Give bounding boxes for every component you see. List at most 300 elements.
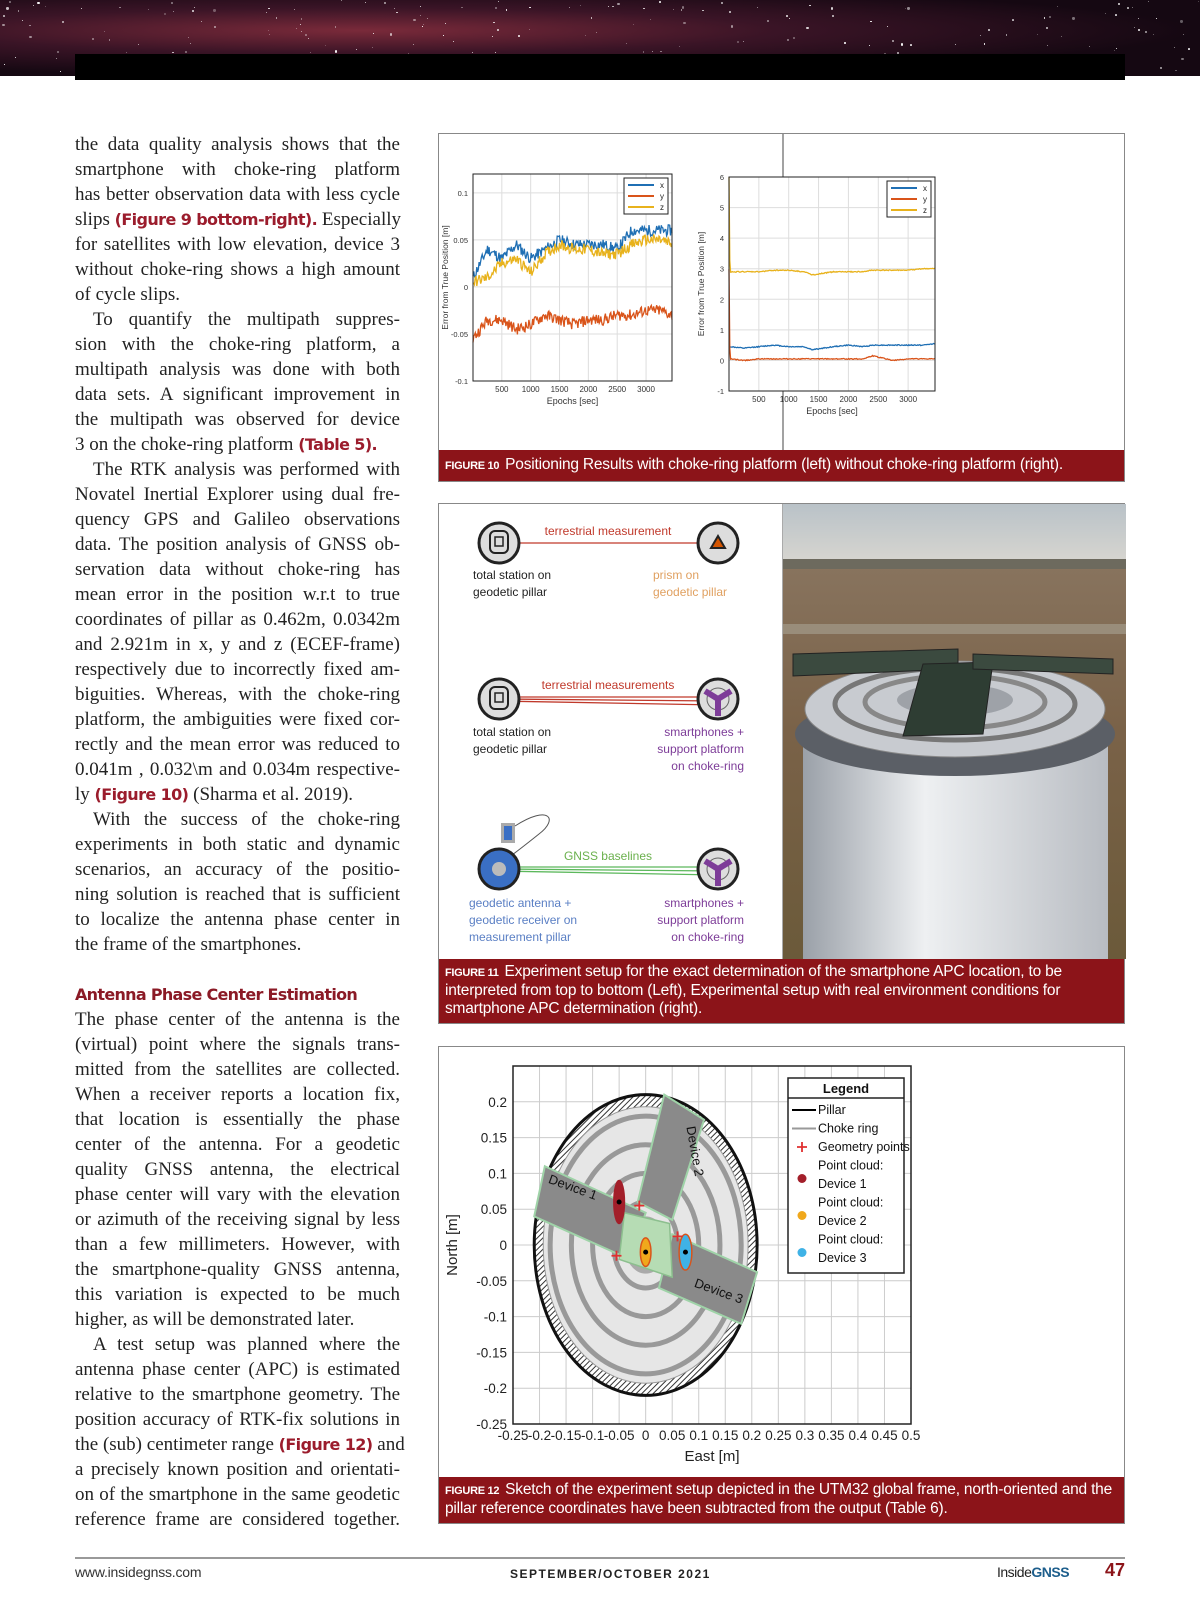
star: [390, 33, 392, 35]
star: [1115, 14, 1117, 16]
star: [394, 8, 395, 9]
y-axis-label: North [m]: [444, 1214, 461, 1276]
y-tick-label: 0.15: [480, 1130, 507, 1146]
device-label: Device 2: [683, 1124, 707, 1178]
star: [608, 6, 609, 7]
y-tick-label: -0.25: [476, 1417, 507, 1432]
star: [92, 38, 94, 40]
star: [497, 29, 499, 31]
star: [980, 35, 981, 36]
star: [1072, 17, 1074, 19]
text-line: [75, 1507, 400, 1532]
text-segment: multipath analysis was done with both: [75, 359, 400, 380]
y-tick-label: -0.1: [455, 377, 468, 386]
legend-label: Device 3: [818, 1251, 867, 1265]
star: [495, 52, 496, 53]
row3-left-label: geodetic antenna +: [469, 896, 572, 910]
star: [737, 41, 739, 43]
y-tick-label: 0.05: [453, 235, 468, 245]
text-line: [75, 457, 400, 482]
star: [679, 46, 680, 47]
caption-text: Positioning Results with choke-ring platform (left) without choke-ring platform (right).: [505, 456, 1064, 473]
star: [422, 26, 423, 27]
star: [9, 1, 11, 3]
text-segment: a precisely known position and orientati-: [75, 1459, 400, 1480]
text-line: [75, 1132, 400, 1157]
star: [870, 21, 871, 22]
star: [472, 52, 473, 53]
star: [373, 33, 374, 34]
star: [955, 44, 956, 45]
star: [190, 43, 192, 45]
y-tick-label: 2: [719, 295, 724, 305]
star: [682, 6, 684, 8]
star: [325, 45, 326, 46]
star: [308, 38, 309, 39]
star: [335, 26, 337, 28]
legend-label: Device 2: [818, 1214, 867, 1228]
star: [585, 35, 586, 36]
text-segment: that location is essentially the phase: [75, 1109, 400, 1130]
legend-swatch-dot: [798, 1211, 807, 1220]
x-tick-label: 0.35: [818, 1428, 845, 1443]
legend-label: Geometry points: [818, 1140, 910, 1154]
y-tick-label: -1: [717, 387, 724, 396]
star: [789, 18, 790, 19]
star: [138, 44, 139, 45]
x-tick-label: 0.15: [712, 1428, 739, 1443]
star: [1188, 48, 1190, 50]
row3-left-label: measurement pillar: [469, 930, 572, 944]
x-tick-label: 1500: [809, 395, 828, 404]
text-line: [75, 1157, 400, 1182]
star: [612, 6, 613, 7]
text-segment: has better observation data with less cycle: [75, 184, 400, 205]
star: [617, 3, 619, 5]
row1-left-label: total station on: [473, 568, 552, 582]
legend-label: z: [660, 203, 664, 212]
star: [6, 7, 8, 9]
star: [844, 42, 845, 43]
star: [300, 24, 301, 25]
text-segment: mean error in the position w.r.t to true: [75, 584, 400, 605]
y-tick-label: 5: [719, 203, 724, 213]
text-line: [75, 182, 400, 207]
star: [907, 7, 909, 9]
text-segment: the multipath was observed for device: [75, 409, 400, 430]
text-segment: The RTK analysis was performed with: [93, 459, 400, 480]
text-segment: sion with the choke-ring platform, a: [75, 334, 400, 355]
x-tick-label: -0.05: [603, 1428, 635, 1443]
figure-10-caption: [439, 450, 1124, 481]
text-line: [75, 1207, 400, 1232]
star: [268, 8, 270, 10]
star: [683, 22, 685, 24]
text-line: [75, 1432, 405, 1457]
x-tick-label: -0.25: [497, 1428, 529, 1443]
brand-gnss: GNSS: [1031, 1564, 1070, 1580]
star: [681, 9, 683, 11]
x-tick-label: 500: [752, 395, 766, 404]
text-segment: platform, the ambiguities were fixed cor-: [75, 709, 400, 730]
y-tick-label: 0.2: [488, 1094, 507, 1110]
text-line: [75, 132, 400, 157]
star: [164, 13, 166, 15]
total-station-icon: [479, 523, 519, 563]
point-cloud-mean: [643, 1250, 648, 1255]
text-segment: the data quality analysis shows that the: [75, 134, 400, 155]
star: [806, 27, 808, 29]
text-line: [75, 732, 400, 757]
text-line: [75, 932, 400, 957]
star: [45, 6, 46, 7]
y-tick-label: -0.05: [476, 1273, 507, 1289]
star: [335, 50, 337, 52]
star: [1160, 67, 1161, 68]
text-line: [75, 1457, 400, 1482]
text-line: [75, 1282, 400, 1307]
star: [743, 41, 744, 42]
text-line: [75, 907, 400, 932]
y-tick-label: 0: [719, 356, 724, 366]
x-tick-label: 0: [641, 1428, 650, 1443]
star: [173, 11, 174, 12]
y-tick-label: 0: [463, 282, 468, 292]
text-line: [75, 807, 400, 832]
text-segment: Especially: [317, 209, 401, 230]
star: [427, 18, 428, 19]
cross-reference-link[interactable]: (Table 5).: [298, 435, 378, 454]
star: [214, 26, 216, 28]
row2-right-label: smartphones +: [664, 725, 744, 739]
text-segment: experiments in both static and dynamic: [75, 834, 400, 855]
text-segment: slips: [75, 209, 115, 230]
star: [869, 45, 870, 46]
star: [702, 10, 703, 11]
text-segment: ly: [75, 784, 95, 805]
y-tick-label: -0.1: [483, 1309, 507, 1325]
star: [294, 9, 295, 10]
star: [109, 39, 110, 40]
x-tick-label: 3000: [637, 385, 655, 394]
star: [413, 44, 414, 45]
star: [1089, 46, 1090, 47]
y-tick-label: 1: [719, 325, 724, 335]
star: [793, 37, 795, 39]
star: [643, 51, 644, 52]
caption-text: Sketch of the experiment setup depicted in the UTM32 global frame, north-oriented and the pillar reference coordinates have been subtracted from the output (Table 6).: [445, 1481, 1113, 1517]
star: [757, 7, 758, 8]
text-line: [75, 1482, 400, 1507]
figure-11-diagram: [439, 504, 1126, 959]
star: [492, 36, 493, 37]
star: [1148, 1, 1149, 2]
row1-right-label: geodetic pillar: [653, 585, 728, 599]
footer-brand: [997, 1563, 1069, 1581]
star: [56, 58, 57, 59]
star: [453, 41, 454, 42]
text-line: [75, 1257, 400, 1282]
text-line: [75, 1182, 400, 1207]
text-segment: ning solution is reached that is sufficient: [75, 884, 400, 905]
star: [1180, 20, 1182, 22]
figure-10-charts: [439, 134, 1126, 483]
figure-label: FIGURE 11: [445, 967, 499, 979]
legend-label: Choke ring: [818, 1121, 879, 1136]
row3-left-label: geodetic receiver on: [469, 913, 578, 927]
star: [493, 22, 495, 24]
text-line: [75, 307, 400, 332]
star: [529, 29, 530, 30]
star: [1183, 34, 1184, 35]
star: [4, 64, 5, 65]
text-line: [75, 1382, 400, 1407]
star: [1175, 70, 1176, 71]
text-segment: mitted from the satellites are collected.: [75, 1059, 400, 1080]
cross-reference-link[interactable]: (Figure 9 bottom-right).: [114, 210, 318, 229]
y-tick-label: 4: [719, 234, 724, 244]
text-segment: position accuracy of RTK-fix solutions in: [75, 1409, 400, 1430]
star: [81, 8, 82, 9]
x-tick-label: 0.25: [765, 1428, 792, 1443]
row2-right-label: on choke-ring: [671, 759, 744, 773]
star: [33, 5, 34, 6]
point-cloud-mean: [683, 1250, 688, 1255]
text-segment: and 2.921m in x, y and z (ECEF-frame): [75, 634, 400, 655]
x-tick-label: 1000: [521, 385, 540, 394]
article-column: [75, 132, 405, 1532]
star: [901, 43, 903, 45]
brand-inside: Inside: [997, 1564, 1032, 1580]
star: [356, 49, 357, 50]
caption-text: Experiment setup for the exact determination of the smartphone APC location, to be interpreted from top to bottom (Left), Experimental setup with real environment conditions for smartphone APC determination (right).: [445, 963, 1062, 1017]
cross-reference-link[interactable]: (Figure 10): [94, 785, 189, 804]
text-line: [75, 1107, 400, 1132]
x-tick-label: -0.1: [580, 1428, 605, 1443]
y-tick-label: -0.15: [476, 1345, 507, 1361]
text-segment: biguities. Whereas, with the choke-ring: [75, 684, 400, 705]
x-tick-label: 0.05: [659, 1428, 686, 1443]
text-line: [75, 1307, 400, 1332]
x-axis-label: Epochs [sec]: [546, 396, 599, 406]
legend-label: x: [660, 181, 664, 190]
star: [194, 7, 195, 8]
figure-11-caption: [439, 959, 1124, 1023]
star: [413, 19, 415, 21]
smartphone-platform-icon: [698, 849, 738, 889]
star: [660, 51, 661, 52]
device-label: Device 1: [546, 1171, 600, 1203]
figure-label: FIGURE 10: [445, 460, 500, 472]
footer-rule: [75, 1557, 1125, 1559]
star: [185, 51, 187, 53]
star: [1057, 6, 1058, 7]
star: [301, 18, 302, 19]
text-segment: on of the smartphone in the same geodetic: [75, 1484, 400, 1505]
star: [1012, 19, 1014, 21]
star: [423, 24, 424, 25]
figure-12: [438, 1046, 1125, 1524]
legend-swatch-dot: [798, 1174, 807, 1183]
star: [1105, 13, 1106, 14]
star: [420, 6, 421, 7]
row1-link-label: terrestrial measurement: [544, 524, 672, 538]
text-segment: The phase center of the antenna is the: [75, 1009, 400, 1030]
star: [652, 51, 653, 52]
text-segment: phase center will vary with the elevation: [75, 1184, 400, 1205]
footer-issue: SEPTEMBER/OCTOBER 2021: [510, 1567, 711, 1581]
star: [831, 7, 833, 9]
y-tick-label: 3: [719, 264, 724, 274]
text-segment: the (sub) centimeter range: [75, 1434, 279, 1455]
row3-right-label: support platform: [657, 913, 744, 927]
text-segment: (virtual) point where the signals trans-: [75, 1034, 400, 1055]
star: [201, 21, 202, 22]
text-line: [75, 157, 400, 182]
text-segment: A test setup was planned where the: [93, 1334, 400, 1355]
star: [188, 37, 189, 38]
star: [1116, 48, 1117, 49]
figure-10: [438, 133, 1125, 482]
x-tick-label: 0.45: [871, 1428, 898, 1443]
star: [29, 25, 31, 27]
star: [2, 24, 4, 26]
legend-swatch-dot: [798, 1248, 807, 1257]
star: [1198, 1, 1199, 2]
y-tick-label: -0.05: [450, 329, 468, 339]
smartphone-platform-icon: [698, 679, 738, 719]
legend-label: Point cloud:: [818, 1195, 884, 1210]
star: [1047, 45, 1048, 46]
star: [445, 23, 447, 25]
text-segment: to localize the antenna phase center in: [75, 909, 400, 930]
star: [372, 47, 373, 48]
star: [786, 15, 788, 17]
star: [580, 5, 581, 6]
y-tick-label: 0.1: [457, 188, 468, 198]
x-tick-label: 2500: [608, 385, 627, 394]
star: [37, 2, 39, 4]
star: [213, 9, 215, 11]
star: [905, 8, 906, 9]
star: [119, 7, 121, 9]
legend-label: y: [660, 192, 664, 201]
legend-title: Legend: [822, 1081, 870, 1096]
star: [268, 30, 269, 31]
text-segment: higher, as will be demonstrated later.: [75, 1309, 355, 1330]
text-segment: center of the antenna. For a geodetic: [75, 1134, 400, 1155]
star: [305, 34, 307, 36]
y-axis-label: Error from True Position [m]: [440, 225, 450, 330]
total-station-icon: [479, 679, 519, 719]
text-segment: (Sharma et al. 2019).: [188, 784, 354, 805]
text-line: [75, 582, 400, 607]
x-tick-label: 1500: [550, 385, 569, 394]
experiment-photo: [783, 504, 1126, 959]
star: [1037, 34, 1038, 35]
star: [892, 40, 894, 42]
star: [1145, 31, 1147, 33]
cross-reference-link[interactable]: (Figure 12): [278, 1435, 373, 1454]
text-line: [75, 207, 400, 232]
star: [731, 25, 733, 27]
header-bar: [75, 54, 1125, 80]
star: [591, 17, 593, 19]
x-tick-label: 0.5: [901, 1428, 921, 1443]
star: [301, 31, 302, 32]
legend-label: z: [923, 206, 927, 215]
star: [266, 12, 267, 13]
figure-11: [438, 503, 1125, 1024]
legend-label: Point cloud:: [818, 1232, 884, 1247]
text-line: [75, 482, 400, 507]
star: [461, 7, 463, 9]
star: [365, 2, 366, 3]
star: [1174, 47, 1175, 48]
legend-label: Device 1: [818, 1177, 867, 1191]
text-line: [75, 432, 400, 457]
text-segment: than a few millimeters. However, with: [75, 1234, 400, 1255]
star: [341, 0, 342, 1]
prism-icon: [698, 523, 738, 563]
text-line: [75, 1232, 400, 1257]
star: [148, 9, 149, 10]
text-line: [75, 832, 400, 857]
star: [495, 7, 497, 9]
text-line: [75, 1007, 400, 1032]
star: [1044, 17, 1046, 19]
text-segment: for satellites with low elevation, device 3: [75, 234, 400, 255]
star: [506, 9, 508, 11]
row1-left-label: geodetic pillar: [473, 585, 548, 599]
row2-right-label: support platform: [657, 742, 744, 756]
star: [1046, 27, 1048, 29]
star: [1118, 3, 1120, 5]
star: [673, 9, 674, 10]
star: [832, 15, 834, 17]
figure-12-caption: [439, 1477, 1124, 1523]
star: [60, 71, 61, 72]
star: [1134, 27, 1135, 28]
y-tick-label: 0.1: [488, 1166, 507, 1182]
text-segment: servation data without choke-ring has: [75, 559, 400, 580]
star: [721, 2, 723, 4]
x-tick-label: 2000: [839, 395, 858, 404]
star: [650, 19, 651, 20]
x-tick-label: 500: [495, 385, 509, 394]
star: [1132, 7, 1134, 9]
text-line: [75, 407, 400, 432]
text-line: [75, 957, 400, 982]
text-line: [75, 332, 400, 357]
text-segment: respectively due to incorrectly fixed am-: [75, 659, 400, 680]
star: [787, 39, 788, 40]
text-segment: smartphone with choke-ring platform: [75, 159, 400, 180]
text-segment: 3 on the choke-ring platform: [75, 434, 299, 455]
text-segment: this variation is expected to be much: [75, 1284, 400, 1305]
star: [659, 1, 660, 2]
x-axis-label: East [m]: [684, 1448, 740, 1465]
footer-url[interactable]: www.insidegnss.com: [75, 1564, 202, 1580]
star: [984, 43, 985, 44]
star: [518, 35, 520, 37]
star: [443, 35, 444, 36]
figure-label: FIGURE 12: [445, 1485, 500, 1497]
text-line: [75, 632, 400, 657]
star: [887, 26, 888, 27]
text-segment: antenna phase center (APC) is estimated: [75, 1359, 400, 1380]
text-line: [75, 857, 400, 882]
